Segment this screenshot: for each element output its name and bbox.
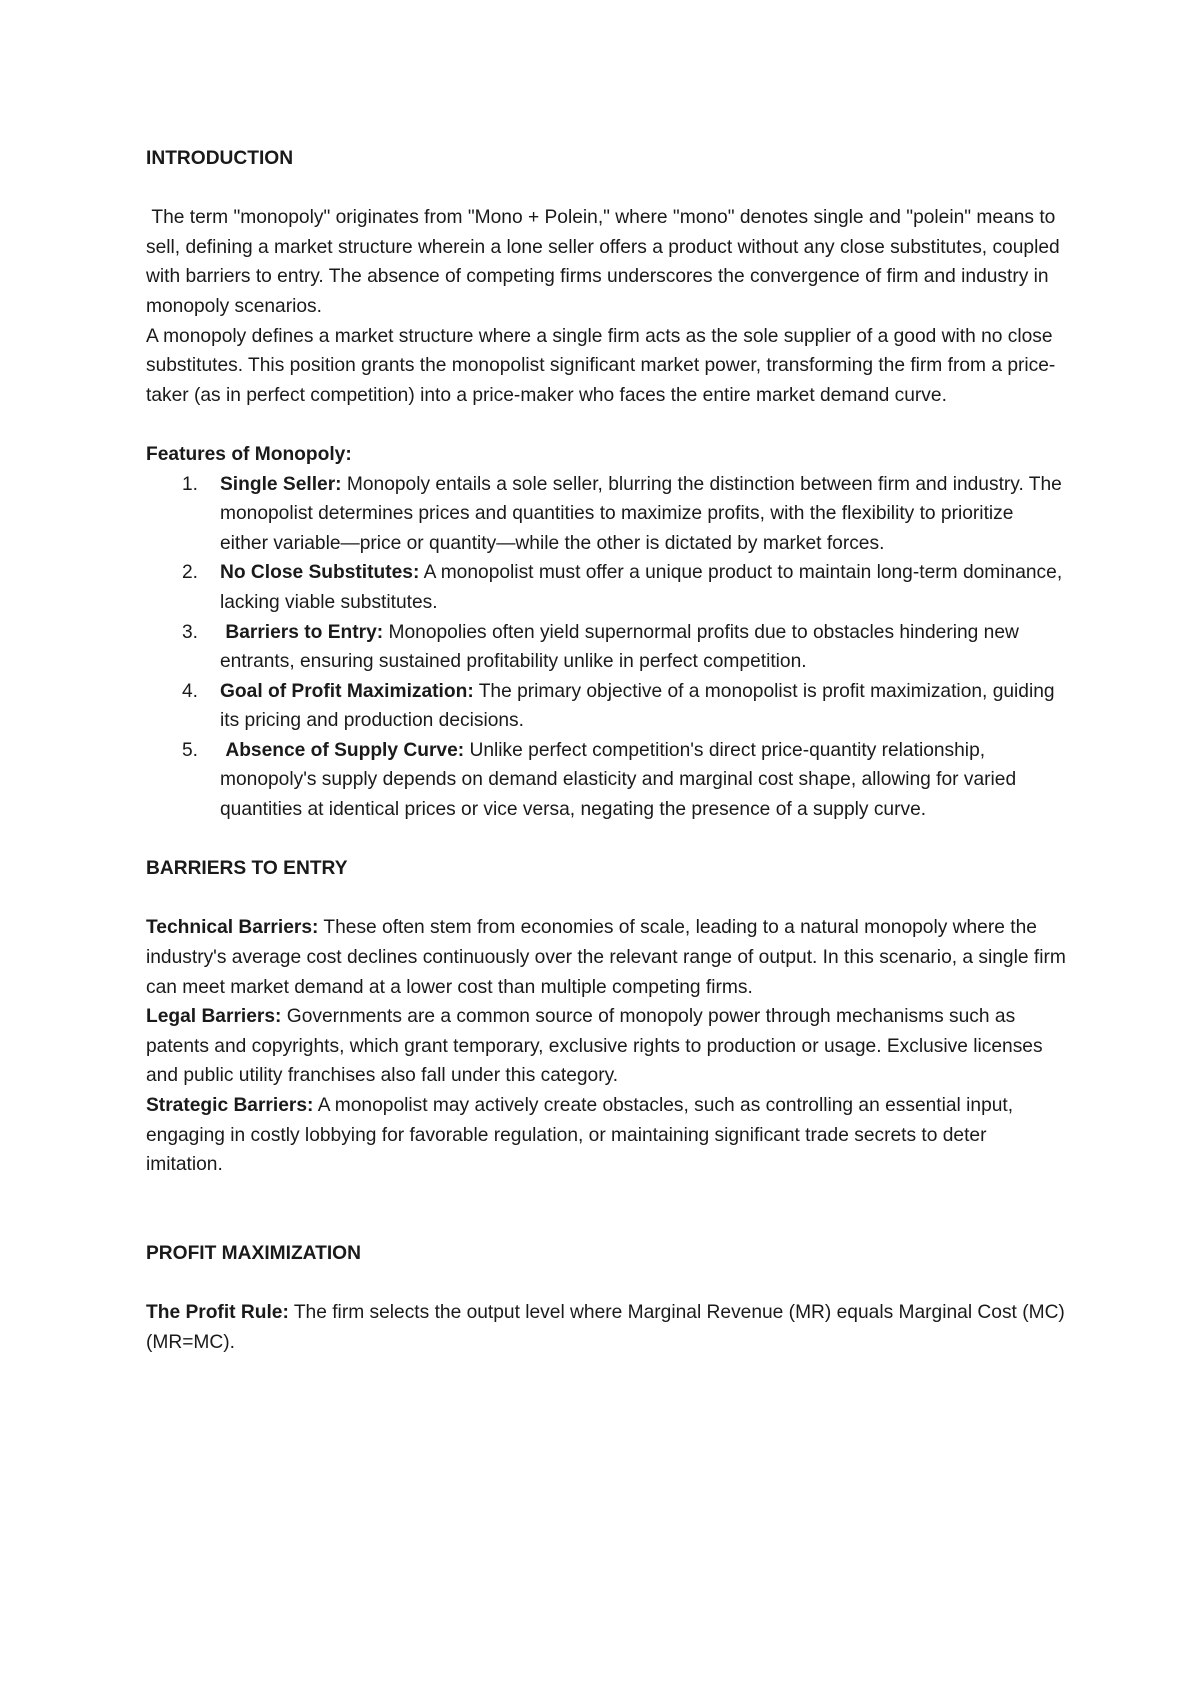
document-body [146, 144, 1066, 1357]
profit-heading: PROFIT MAXIMIZATION [146, 1242, 361, 1264]
profit-rule-title: The Profit Rule: [146, 1302, 289, 1324]
list-number: 5. [182, 739, 199, 761]
legal-barriers-text: Governments are a common source of monopoly power through mechanisms such as patents and copyrights, which grant temporary, exclusive rights to production or usage. Exclusive licenses and public utility franchises also fall under this category. [146, 1006, 1043, 1087]
feature-text: Monopolies often yield supernormal profits due to obstacles hindering new entrants, ensuring sustained profitability unlike in perfect competition. [220, 621, 1019, 673]
introduction-heading: INTRODUCTION [146, 148, 294, 169]
profit-rule-paragraph [146, 1298, 1066, 1357]
list-number: 1. [182, 473, 199, 495]
feature-text: Unlike perfect competition's direct price-quantity relationship, monopoly's supply depends on demand elasticity and marginal cost shape, allowing for varied quantities at identical prices or vice versa, negating the presence of a supply curve. [220, 739, 1017, 821]
strategic-barriers-text: A monopolist may actively create obstacles, such as controlling an essential input, engaging in costly lobbying for favorable regulation, or maintaining significant trade secrets to deter imitation. [146, 1095, 1014, 1176]
legal-barriers-paragraph [146, 1002, 1066, 1091]
intro-paragraph-1: The term "monopoly" originates from "Mono + Polein," where "mono" denotes single and "polein" means to sell, defining a market structure wherein a lone seller offers a product without any close substitutes, coupled with barriers to entry. The absence of competing firms underscores the convergence of firm and industry in monopoly scenarios. [146, 207, 1066, 317]
feature-title: Goal of Profit Maximization: [220, 680, 474, 702]
strategic-barriers-title: Strategic Barriers: [146, 1095, 314, 1116]
feature-title: Single Seller: [220, 473, 342, 495]
features-list [146, 470, 1066, 825]
list-item [146, 677, 1066, 736]
spacer [146, 410, 1066, 440]
feature-title: Barriers to Entry: [220, 621, 384, 643]
intro-paragraph-2: A monopoly defines a market structure where a single firm acts as the sole supplier of a good with no close substitutes. This position grants the monopolist significant market power, transforming the firm from a price-taker (as in perfect competition) into a price-maker who faces the entire market demand curve. [146, 325, 1056, 406]
list-number: 3. [182, 621, 199, 643]
legal-barriers-title: Legal Barriers: [146, 1006, 282, 1028]
feature-title: Absence of Supply Curve: [220, 739, 465, 761]
list-number: 2. [182, 562, 199, 584]
spacer [146, 1180, 1066, 1239]
strategic-barriers-paragraph [146, 1091, 1066, 1180]
list-item [146, 558, 1066, 617]
list-item [146, 618, 1066, 677]
technical-barriers-text: These often stem from economies of scale, leading to a natural monopoly where the industry's average cost declines continuously over the relevant range of output. In this scenario, a single firm can meet market demand at a lower cost than multiple competing firms. [146, 917, 1066, 998]
feature-text: The primary objective of a monopolist is profit maximization, guiding its pricing and production decisions. [220, 680, 1055, 732]
spacer [146, 1269, 1066, 1299]
list-item [146, 736, 1066, 825]
feature-title: No Close Substitutes: [220, 562, 420, 584]
feature-text: A monopolist must offer a unique product to maintain long-term dominance, lacking viable substitutes. [220, 562, 1063, 613]
list-number: 4. [182, 680, 199, 702]
spacer [146, 884, 1066, 914]
profit-rule-text: The firm selects the output level where Marginal Revenue (MR) equals Marginal Cost (MC) (MR=MC). [146, 1302, 1065, 1353]
spacer [146, 825, 1066, 855]
spacer [146, 174, 1066, 204]
barriers-heading: BARRIERS TO ENTRY [146, 858, 348, 880]
technical-barriers-paragraph [146, 913, 1066, 1002]
features-heading: Features of Monopoly: [146, 443, 352, 465]
feature-text: Monopoly entails a sole seller, blurring the distinction between firm and industry. The monopolist determines prices and quantities to maximize profits, with the flexibility to prioritize either variable—price or quantity—while the other is dictated by market forces. [220, 473, 1062, 554]
technical-barriers-title: Technical Barriers: [146, 917, 319, 939]
list-item [146, 470, 1066, 559]
